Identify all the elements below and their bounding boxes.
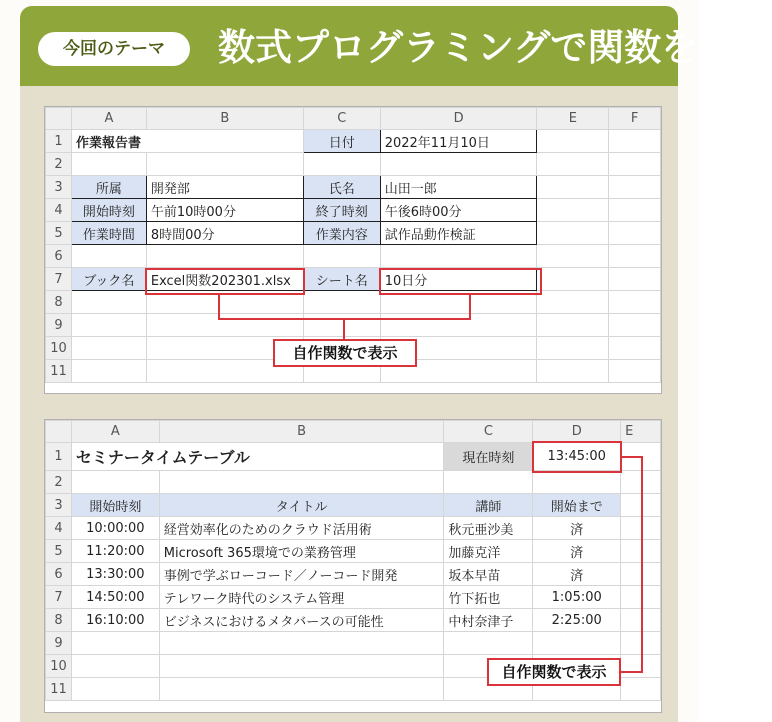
cell[interactable]: [533, 632, 621, 655]
column-header-e[interactable]: E: [621, 421, 661, 443]
sheet-name-highlight: [379, 268, 542, 295]
row-header[interactable]: 8: [46, 609, 72, 632]
date-label-cell[interactable]: 日付: [303, 130, 380, 153]
row-header[interactable]: 8: [46, 291, 72, 314]
work-report-sheet: [44, 106, 662, 394]
book-label-cell[interactable]: ブック名: [71, 268, 146, 291]
end-value-cell[interactable]: 午後6時00分: [380, 199, 537, 222]
sheet-label-cell[interactable]: シート名: [303, 268, 380, 291]
seminar-title-cell[interactable]: テレワーク時代のシステム管理: [159, 586, 444, 609]
cell[interactable]: [609, 337, 661, 360]
lecturer-cell[interactable]: 秋元亜沙美: [444, 517, 533, 540]
header-until-start[interactable]: 開始まで: [533, 494, 621, 517]
cell[interactable]: [146, 245, 303, 268]
row-header[interactable]: 9: [46, 314, 72, 337]
cell[interactable]: [537, 130, 609, 153]
cell[interactable]: [609, 199, 661, 222]
column-header-c[interactable]: C: [444, 421, 533, 443]
column-header-a[interactable]: A: [71, 421, 159, 443]
connector-line: [469, 295, 471, 319]
cell[interactable]: [537, 153, 609, 176]
cell[interactable]: [380, 314, 537, 337]
current-time-highlight: [532, 441, 622, 473]
row-header[interactable]: 11: [46, 678, 72, 701]
seminar-title-cell[interactable]: Microsoft 365環境での業務管理: [159, 540, 444, 563]
until-start-cell[interactable]: 済: [533, 540, 621, 563]
row-header[interactable]: 6: [46, 245, 72, 268]
book-name-cell[interactable]: Excel関数202301.xlsx: [146, 268, 303, 291]
start-time-cell[interactable]: 14:50:00: [71, 586, 159, 609]
connector-line: [343, 318, 345, 340]
row-header[interactable]: 2: [46, 471, 72, 494]
work-content-value-cell[interactable]: 試作品動作検証: [380, 222, 537, 245]
cell[interactable]: [537, 314, 609, 337]
sheet-name-cell[interactable]: 10日分: [380, 268, 537, 291]
row-header[interactable]: 5: [46, 222, 72, 245]
cell[interactable]: [609, 314, 661, 337]
dept-value-cell[interactable]: 開発部: [146, 176, 303, 199]
cell[interactable]: [71, 153, 146, 176]
connector-line: [619, 671, 643, 673]
column-header-a[interactable]: A: [71, 108, 146, 130]
cell[interactable]: [71, 291, 146, 314]
connector-line: [622, 456, 643, 458]
date-value-cell[interactable]: 2022年11月10日: [380, 130, 537, 153]
row-header[interactable]: 3: [46, 494, 72, 517]
column-header-d[interactable]: D: [380, 108, 537, 130]
cell[interactable]: [444, 632, 533, 655]
cell[interactable]: [380, 153, 537, 176]
row-header[interactable]: 10: [46, 655, 72, 678]
row-header[interactable]: 3: [46, 176, 72, 199]
table-row: [46, 609, 661, 632]
cell[interactable]: [71, 678, 159, 701]
cell[interactable]: [537, 337, 609, 360]
current-time-value-cell[interactable]: 13:45:00: [533, 443, 621, 471]
row-header[interactable]: 9: [46, 632, 72, 655]
row-header[interactable]: 2: [46, 153, 72, 176]
cell[interactable]: [609, 291, 661, 314]
start-label-cell[interactable]: 開始時刻: [71, 199, 146, 222]
theme-header: [20, 6, 772, 86]
connector-line: [218, 295, 220, 319]
until-start-cell[interactable]: 2:25:00: [533, 609, 621, 632]
header-lecturer[interactable]: 講師: [444, 494, 533, 517]
row-header[interactable]: 4: [46, 517, 72, 540]
cell[interactable]: [159, 471, 444, 494]
cell[interactable]: [444, 471, 533, 494]
column-header-d[interactable]: D: [533, 421, 621, 443]
cell[interactable]: [71, 471, 159, 494]
until-start-cell[interactable]: 済: [533, 517, 621, 540]
cell[interactable]: [303, 153, 380, 176]
cell[interactable]: [159, 655, 444, 678]
name-value-cell[interactable]: 山田一郎: [380, 176, 537, 199]
cell[interactable]: [537, 291, 609, 314]
start-time-cell[interactable]: 16:10:00: [71, 609, 159, 632]
cell[interactable]: [146, 153, 303, 176]
column-header-b[interactable]: B: [159, 421, 444, 443]
row-header[interactable]: 6: [46, 563, 72, 586]
column-header-f[interactable]: F: [609, 108, 661, 130]
cell[interactable]: [609, 360, 661, 383]
cell[interactable]: [537, 199, 609, 222]
cell[interactable]: [537, 245, 609, 268]
current-time-label-cell[interactable]: 現在時刻: [444, 443, 533, 471]
book-name-highlight: [145, 268, 305, 295]
cell[interactable]: [609, 245, 661, 268]
start-time-cell[interactable]: 10:00:00: [71, 517, 159, 540]
connector-line: [641, 456, 643, 673]
lecturer-cell[interactable]: 坂本早苗: [444, 563, 533, 586]
cell[interactable]: [303, 245, 380, 268]
cell[interactable]: [609, 222, 661, 245]
cell[interactable]: [71, 245, 146, 268]
table-row: [46, 586, 661, 609]
cell[interactable]: [303, 314, 380, 337]
start-time-cell[interactable]: 11:20:00: [71, 540, 159, 563]
custom-function-callout: 自作関数で表示: [487, 658, 621, 686]
work-time-label-cell[interactable]: 作業時間: [71, 222, 146, 245]
cell[interactable]: [621, 678, 661, 701]
cell[interactable]: [537, 360, 609, 383]
cell[interactable]: [71, 632, 159, 655]
lecturer-cell[interactable]: 加藤克洋: [444, 540, 533, 563]
cell[interactable]: [159, 678, 444, 701]
cell[interactable]: [71, 314, 146, 337]
start-time-cell[interactable]: 13:30:00: [71, 563, 159, 586]
column-header-b[interactable]: B: [146, 108, 303, 130]
cell[interactable]: [537, 222, 609, 245]
row-header[interactable]: 11: [46, 360, 72, 383]
table-row: [46, 540, 661, 563]
cell[interactable]: [159, 632, 444, 655]
theme-title: 数式プログラミングで関数を作成: [218, 26, 772, 69]
seminar-title-cell[interactable]: ビジネスにおけるメタバースの可能性: [159, 609, 444, 632]
cell[interactable]: [71, 337, 146, 360]
row-header[interactable]: 7: [46, 268, 72, 291]
name-label-cell[interactable]: 氏名: [303, 176, 380, 199]
select-all-corner[interactable]: [46, 108, 72, 130]
header-start-time[interactable]: 開始時刻: [71, 494, 159, 517]
cell[interactable]: [609, 268, 661, 291]
cell[interactable]: [609, 130, 661, 153]
dept-label-cell[interactable]: 所属: [71, 176, 146, 199]
work-time-value-cell[interactable]: 8時間00分: [146, 222, 303, 245]
timetable-title-cell[interactable]: セミナータイムテーブル: [71, 443, 444, 471]
row-header[interactable]: 1: [46, 130, 72, 153]
theme-tag: 今回のテーマ: [38, 32, 190, 66]
until-start-cell[interactable]: 済: [533, 563, 621, 586]
row-header[interactable]: 7: [46, 586, 72, 609]
cell[interactable]: [146, 314, 303, 337]
table-row: [46, 517, 661, 540]
column-header-e[interactable]: E: [537, 108, 609, 130]
content-panel: [20, 86, 678, 722]
start-value-cell[interactable]: 午前10時00分: [146, 199, 303, 222]
cell[interactable]: [537, 176, 609, 199]
cell[interactable]: [537, 268, 609, 291]
row-header[interactable]: 5: [46, 540, 72, 563]
work-content-label-cell[interactable]: 作業内容: [303, 222, 380, 245]
seminar-title-cell[interactable]: 事例で学ぶローコード／ノーコード開発: [159, 563, 444, 586]
custom-function-callout: 自作関数で表示: [273, 339, 417, 367]
row-header[interactable]: 10: [46, 337, 72, 360]
cell[interactable]: [303, 291, 380, 314]
seminar-title-cell[interactable]: 経営効率化のためのクラウド活用術: [159, 517, 444, 540]
until-start-cell[interactable]: 1:05:00: [533, 586, 621, 609]
end-label-cell[interactable]: 終了時刻: [303, 199, 380, 222]
header-title[interactable]: タイトル: [159, 494, 444, 517]
row-header[interactable]: 1: [46, 443, 72, 471]
seminar-timetable-sheet: [44, 419, 662, 713]
row-header[interactable]: 4: [46, 199, 72, 222]
cell[interactable]: [380, 245, 537, 268]
cell[interactable]: [71, 655, 159, 678]
table-row: [46, 563, 661, 586]
cell[interactable]: [609, 176, 661, 199]
cell[interactable]: [609, 153, 661, 176]
cell[interactable]: [533, 471, 621, 494]
cell[interactable]: [71, 360, 146, 383]
column-header-c[interactable]: C: [303, 108, 380, 130]
lecturer-cell[interactable]: 竹下拓也: [444, 586, 533, 609]
select-all-corner[interactable]: [46, 421, 72, 443]
lecturer-cell[interactable]: 中村奈津子: [444, 609, 533, 632]
report-title-cell[interactable]: 作業報告書: [71, 130, 303, 153]
